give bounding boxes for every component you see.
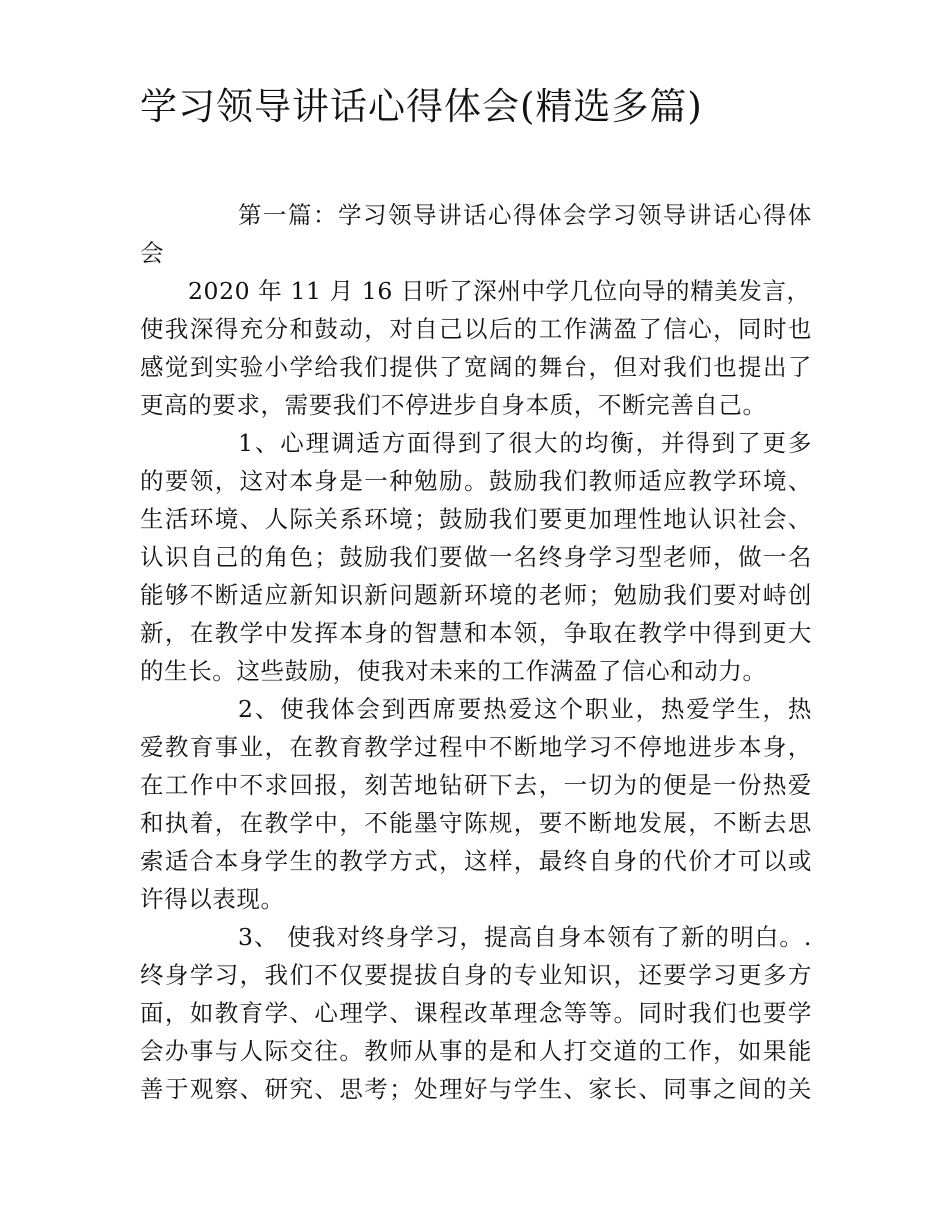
text-line: 面，如教育学、心理学、课程改革理念等等。同时我们也要学 [140,999,812,1027]
text-line: 新，在教学中发挥本身的智慧和本领，争取在教学中得到更大 [140,619,812,647]
text-line: 和执着，在教学中，不能墨守陈规，要不断地发展，不断去思 [140,809,812,837]
text-line: 2020 年 11 月 16 日听了深州中学几位向导的精美发言， [188,277,811,305]
text-line: 认识自己的角色；鼓励我们要做一名终身学习型老师，做一名 [140,543,812,571]
text-line: 终身学习，我们不仅要提拔自身的专业知识，还要学习更多方 [140,961,812,989]
text-line: 会办事与人际交往。教师从事的是和人打交道的工作，如果能 [140,1037,812,1065]
text-line: 感觉到实验小学给我们提供了宽阔的舞台，但对我们也提出了 [140,353,812,381]
text-line: 2、使我体会到西席要热爱这个职业，热爱学生，热 [238,695,812,723]
text-line: 第一篇：学习领导讲话心得体会学习领导讲话心得体 [238,201,812,229]
text-line: 1、心理调适方面得到了很大的均衡，并得到了更多 [238,429,812,457]
text-line: 能够不断适应新知识新问题新环境的老师；勉励我们要对峙创 [140,581,812,609]
text-line: 更高的要求，需要我们不停进步自身本质，不断完善自己。 [140,391,767,419]
text-line: 爱教育事业，在教育教学过程中不断地学习不停地进步本身， [140,733,812,761]
text-line: 会 [140,239,165,267]
document-body [140,196,812,1108]
text-line: 的要领，这对本身是一种勉励。鼓励我们教师适应教学环境、 [140,467,812,495]
text-line: 在工作中不求回报，刻苦地钻研下去，一切为的便是一份热爱 [140,771,812,799]
text-line: 使我深得充分和鼓动，对自己以后的工作满盈了信心，同时也 [140,315,812,343]
text-line: 许得以表现。 [140,885,285,913]
text-line: 生活环境、人际关系环境；鼓励我们要更加理性地认识社会、 [140,505,812,533]
text-line: 3、 使我对终身学习，提高自身本领有了新的明白。. [238,923,812,951]
text-line: 的生长。这些鼓励，使我对未来的工作满盈了信心和动力。 [140,657,767,685]
document-title: 学习领导讲话心得体会(精选多篇) [140,85,703,128]
text-line: 善于观察、研究、思考；处理好与学生、家长、同事之间的关 [140,1075,812,1103]
text-line: 索适合本身学生的教学方式，这样，最终自身的代价才可以或 [140,847,812,875]
